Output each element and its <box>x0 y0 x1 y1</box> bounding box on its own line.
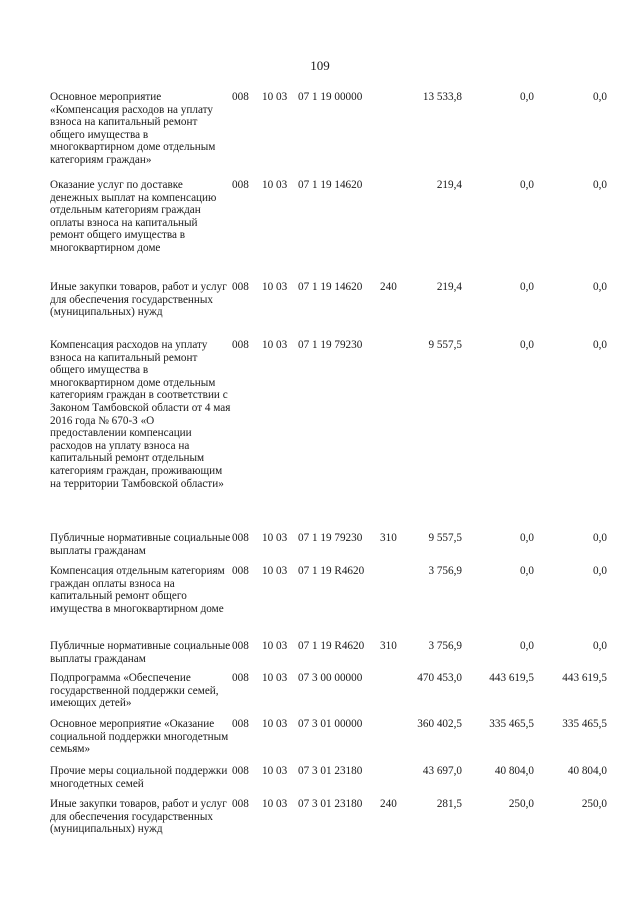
row-expense-type: 240 <box>380 281 397 293</box>
table-row <box>0 640 640 672</box>
row-value-1: 219,4 <box>436 281 462 293</box>
row-section: 10 03 <box>262 91 288 103</box>
row-value-3: 0,0 <box>593 281 607 293</box>
row-name: Прочие меры социальной поддержки многодетных семей <box>50 765 228 790</box>
row-value-1: 281,5 <box>436 798 462 810</box>
row-ministry: 008 <box>232 672 249 684</box>
row-value-1: 13 533,8 <box>422 91 462 103</box>
row-value-3: 0,0 <box>593 339 607 351</box>
budget-table <box>0 91 640 858</box>
row-name: Основное мероприятие «Оказание социальной поддержки многодетным семьям» <box>50 718 229 756</box>
row-ministry: 008 <box>232 339 249 351</box>
row-section: 10 03 <box>262 672 288 684</box>
row-value-1: 3 756,9 <box>428 640 462 652</box>
row-article: 07 3 01 23180 <box>298 798 363 810</box>
row-value-2: 0,0 <box>520 179 534 191</box>
row-ministry: 008 <box>232 765 249 777</box>
table-row <box>0 565 640 640</box>
row-value-3: 40 804,0 <box>567 765 607 777</box>
row-expense-type: 310 <box>380 532 397 544</box>
row-value-2: 0,0 <box>520 565 534 577</box>
row-article: 07 1 19 79230 <box>298 339 363 351</box>
row-value-3: 0,0 <box>593 91 607 103</box>
row-article: 07 1 19 14620 <box>298 281 363 293</box>
row-expense-type: 240 <box>380 798 397 810</box>
row-value-3: 443 619,5 <box>562 672 607 684</box>
row-section: 10 03 <box>262 281 288 293</box>
row-article: 07 1 19 R4620 <box>298 565 365 577</box>
row-ministry: 008 <box>232 281 249 293</box>
row-name: Иные закупки товаров, работ и услуг для обеспечения государственных (муниципальных) нужд <box>50 281 227 319</box>
row-ministry: 008 <box>232 565 249 577</box>
row-value-2: 0,0 <box>520 339 534 351</box>
row-article: 07 3 01 23180 <box>298 765 363 777</box>
row-section: 10 03 <box>262 532 288 544</box>
page-number: 109 <box>310 58 330 73</box>
row-expense-type: 310 <box>380 640 397 652</box>
row-ministry: 008 <box>232 532 249 544</box>
row-section: 10 03 <box>262 765 288 777</box>
row-value-2: 0,0 <box>520 640 534 652</box>
table-row <box>0 339 640 532</box>
row-section: 10 03 <box>262 179 288 191</box>
row-value-2: 40 804,0 <box>494 765 534 777</box>
row-value-3: 250,0 <box>581 798 607 810</box>
row-section: 10 03 <box>262 798 288 810</box>
row-article: 07 1 19 00000 <box>298 91 363 103</box>
table-row <box>0 672 640 718</box>
row-name: Публичные нормативные социальные выплаты гражданам <box>50 640 231 665</box>
row-ministry: 008 <box>232 179 249 191</box>
row-section: 10 03 <box>262 565 288 577</box>
row-article: 07 1 19 79230 <box>298 532 363 544</box>
row-section: 10 03 <box>262 640 288 652</box>
row-section: 10 03 <box>262 339 288 351</box>
row-article: 07 3 01 00000 <box>298 718 363 730</box>
table-row <box>0 91 640 179</box>
row-value-1: 9 557,5 <box>428 339 462 351</box>
row-section: 10 03 <box>262 718 288 730</box>
row-value-2: 0,0 <box>520 91 534 103</box>
row-value-1: 219,4 <box>436 179 462 191</box>
row-value-1: 360 402,5 <box>417 718 462 730</box>
row-value-2: 0,0 <box>520 532 534 544</box>
row-value-2: 335 465,5 <box>489 718 534 730</box>
row-name: Иные закупки товаров, работ и услуг для обеспечения государственных (муниципальных) нужд <box>50 798 227 836</box>
row-article: 07 1 19 14620 <box>298 179 363 191</box>
row-ministry: 008 <box>232 718 249 730</box>
row-ministry: 008 <box>232 798 249 810</box>
row-value-1: 470 453,0 <box>417 672 462 684</box>
row-article: 07 3 00 00000 <box>298 672 363 684</box>
row-value-1: 3 756,9 <box>428 565 462 577</box>
table-row <box>0 532 640 565</box>
row-name: Публичные нормативные социальные выплаты гражданам <box>50 532 231 557</box>
row-name: Компенсация расходов на уплату взноса на капитальный ремонт общего имущества в многоквартирном доме отдельным категориям граждан в соответствии с Законом Тамбовской области от 4 мая 2016 года № 670-З «О предоставлении компенсации расходов на уплату взноса на капитальный ремонт отдельным категориям граждан, проживающим на территории Тамбовской области» <box>50 339 231 490</box>
row-name: Основное мероприятие «Компенсация расходов на уплату взноса на капитальный ремонт общего имущества в многоквартирном доме отдельным категориям граждан» <box>50 91 216 166</box>
table-row <box>0 718 640 765</box>
row-name: Подпрограмма «Обеспечение государственной поддержки семей, имеющих детей» <box>50 672 219 710</box>
row-ministry: 008 <box>232 640 249 652</box>
row-name: Оказание услуг по доставке денежных выплат на компенсацию отдельным категориям граждан оплаты взноса на капитальный ремонт общего имущества в многоквартирном доме <box>50 179 217 254</box>
row-value-3: 335 465,5 <box>562 718 607 730</box>
row-value-3: 0,0 <box>593 532 607 544</box>
row-article: 07 1 19 R4620 <box>298 640 365 652</box>
row-value-2: 250,0 <box>508 798 534 810</box>
table-row <box>0 765 640 798</box>
row-value-2: 0,0 <box>520 281 534 293</box>
row-value-1: 43 697,0 <box>422 765 462 777</box>
table-row <box>0 798 640 858</box>
row-name: Компенсация отдельным категориям граждан оплаты взноса на капитальный ремонт общего имущества в многоквартирном доме <box>50 565 225 615</box>
row-ministry: 008 <box>232 91 249 103</box>
table-row <box>0 281 640 339</box>
row-value-3: 0,0 <box>593 640 607 652</box>
row-value-1: 9 557,5 <box>428 532 462 544</box>
row-value-3: 0,0 <box>593 179 607 191</box>
table-row <box>0 179 640 281</box>
row-value-2: 443 619,5 <box>489 672 534 684</box>
row-value-3: 0,0 <box>593 565 607 577</box>
